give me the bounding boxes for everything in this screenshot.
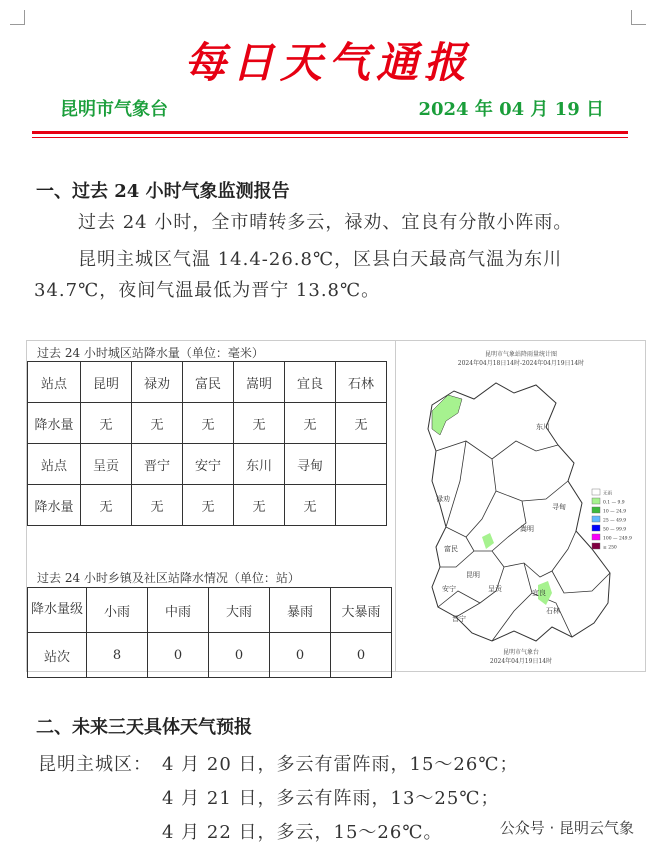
section1-paragraph-2: 昆明主城区气温 14.4-26.8℃，区县白天最高气温为东川 34.7℃，夜间气温最低为晋宁 13.8℃。 [34,249,563,301]
legend-swatch [592,525,600,531]
header-rule-thin [32,137,628,138]
header-rule-thick [32,131,628,134]
table-cell: 无 [285,485,336,526]
table-cell: 大雨 [209,588,270,633]
map-label-anning: 安宁 [442,585,456,593]
table-row [28,588,392,633]
table2-caption: 过去 24 小时乡镇及社区站降水情况（单位：站） [37,571,300,585]
legend-swatch [592,498,600,504]
legend-swatch [592,534,600,540]
map-label-dongchuan: 东川 [536,423,550,431]
table-cell [336,444,387,485]
forecast-day-2: 4 月 21 日，多云有阵雨，13～25℃； [162,788,500,809]
region-outline [428,383,610,641]
table-cell: 嵩明 [234,362,285,403]
map-legend [592,489,632,551]
table1-caption: 过去 24 小时城区站降水量（单位：毫米） [37,346,264,360]
report-date: 2024 年 04 月 19 日 [418,99,604,120]
map-subtitle: 2024年04月18日14时-2024年04月19日14时 [457,360,585,367]
table-cell: 寻甸 [285,444,336,485]
section1-heading: 一、过去 24 小时气象监测报告 [36,181,290,202]
table-cell: 中雨 [148,588,209,633]
map-label-xundian: 寻甸 [552,503,566,511]
watermark: 公众号 · 昆明云气象 [499,819,634,837]
map-label-luquan: 禄劝 [436,495,450,503]
table-cell: 东川 [234,444,285,485]
legend-label: 无雨 [603,491,612,497]
map-footer-date: 2024年04月19日14时 [489,658,553,665]
table-row [28,633,392,678]
table-cell: 富民 [183,362,234,403]
corner-mark-right [631,10,646,25]
legend-label: 10 — 24.9 [603,509,627,515]
forecast-area: 昆明主城区： [38,754,152,775]
table-cell: 0 [270,633,331,678]
table-cell [336,485,387,526]
table-cell: 站点 [28,444,81,485]
table-cell: 站次 [28,633,87,678]
table-cell: 无 [183,485,234,526]
forecast-day-3: 4 月 22 日，多云，15～26℃。 [162,822,443,843]
forecast-day-1: 4 月 20 日，多云有雷阵雨，15～26℃； [162,754,519,775]
map-title: 昆明市气象站降雨量统计图 [484,351,557,358]
page-title: 每日天气通报 [183,38,472,87]
map-label-chenggong: 呈贡 [488,585,502,593]
table-cell: 降水量 [28,485,81,526]
map-label-jinning: 晋宁 [452,615,466,623]
section1-paragraph-1: 过去 24 小时，全市晴转多云，禄劝、宜良有分散小阵雨。 [78,212,573,233]
table-cell: 8 [87,633,148,678]
table-cell: 无 [234,403,285,444]
table-row [28,485,387,526]
table-cell: 昆明 [81,362,132,403]
table-cell: 0 [209,633,270,678]
table-cell: 无 [81,485,132,526]
table-cell: 无 [234,485,285,526]
table-row [28,444,387,485]
org-name: 昆明市气象台 [60,99,168,120]
map-label-shilin: 石林 [546,607,560,615]
legend-swatch [592,489,600,495]
table-cell: 无 [285,403,336,444]
table-cell: 无 [132,485,183,526]
map-label-songming: 嵩明 [520,525,534,533]
table-cell: 无 [183,403,234,444]
map-svg [396,341,646,671]
legend-swatch [592,543,600,549]
table-cell: 无 [336,403,387,444]
table-cell: 晋宁 [132,444,183,485]
map-label-yiliang: 宜良 [532,589,546,597]
table-cell: 0 [331,633,392,678]
table-cell: 宜良 [285,362,336,403]
table-cell: 站点 [28,362,81,403]
table-cell: 无 [81,403,132,444]
table-cell: 小雨 [87,588,148,633]
table-cell: 石林 [336,362,387,403]
section2-heading: 二、未来三天具体天气预报 [36,717,252,738]
table-cell: 呈贡 [81,444,132,485]
legend-label: ≥ 250 [603,545,617,551]
legend-label: 0.1 — 9.9 [603,500,625,506]
rainfall-map [395,341,646,671]
table-cell: 大暴雨 [331,588,392,633]
table-row [28,403,387,444]
table-row [28,362,387,403]
map-footer-org: 昆明市气象台 [502,649,539,656]
map-label-fumin: 富民 [444,545,458,553]
table-cell: 禄劝 [132,362,183,403]
legend-swatch [592,507,600,513]
observation-panel [26,340,646,672]
table-cell: 暴雨 [270,588,331,633]
township-rain-table [27,587,392,678]
corner-mark-left [10,10,25,25]
table-cell: 降水量级 [28,588,87,633]
station-rain-table [27,361,387,526]
legend-label: 50 — 99.9 [603,527,627,533]
legend-swatch [592,516,600,522]
legend-label: 25 — 49.9 [603,518,627,524]
table-cell: 安宁 [183,444,234,485]
map-label-kunming: 昆明 [466,571,480,579]
table-cell: 降水量 [28,403,81,444]
table-cell: 无 [132,403,183,444]
legend-label: 100 — 249.9 [603,536,632,542]
table-cell: 0 [148,633,209,678]
